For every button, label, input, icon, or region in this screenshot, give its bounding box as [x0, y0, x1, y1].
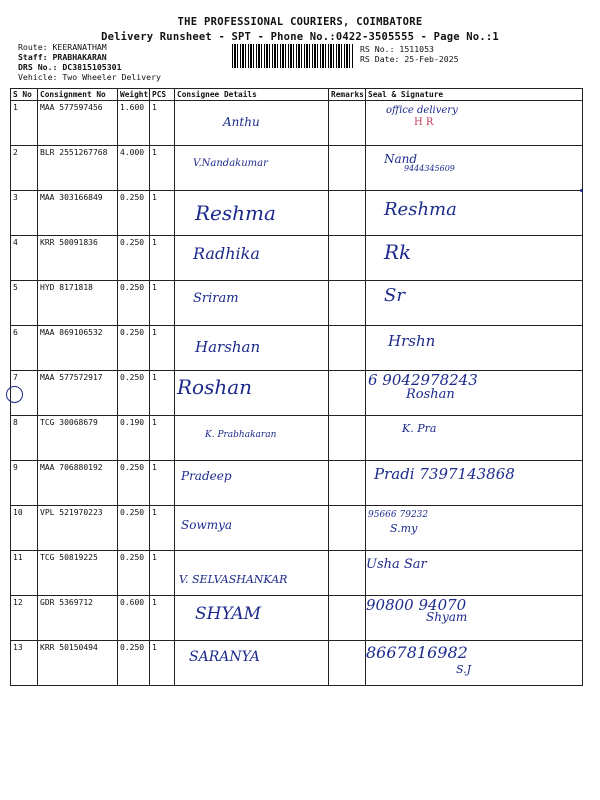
col-sno: S No	[11, 89, 38, 101]
meta-right	[360, 44, 459, 64]
signature-handwriting: office delivery	[386, 105, 458, 116]
weight-cell: 0.250	[118, 461, 150, 506]
sno-cell: 9	[11, 461, 38, 506]
remarks-cell	[329, 191, 366, 236]
signature-handwriting-secondary: 9444345609	[404, 164, 455, 173]
consignee-cell	[175, 326, 329, 371]
consignment-cell: TCG 50819225	[38, 551, 118, 596]
signature-cell	[366, 281, 583, 326]
consignment-cell: MAA 577572917	[38, 371, 118, 416]
signature-cell	[366, 146, 583, 191]
company-title: THE PROFESSIONAL COURIERS, COIMBATORE	[177, 16, 423, 28]
table-row	[11, 416, 583, 461]
sno-cell: 2	[11, 146, 38, 191]
sno-cell: 3	[11, 191, 38, 236]
table-row	[11, 326, 583, 371]
col-weight: Weight	[118, 89, 150, 101]
consignee-cell	[175, 641, 329, 686]
signature-cell	[366, 506, 583, 551]
signature-handwriting: Hrshn	[388, 332, 436, 350]
sno-cell: 1	[11, 101, 38, 146]
table-row	[11, 506, 583, 551]
signature-handwriting: 95666 79232	[368, 510, 429, 520]
consignee-handwriting: K. Prabhakaran	[205, 430, 277, 440]
consignee-cell	[175, 191, 329, 236]
signature-handwriting-secondary: Shyam	[426, 610, 468, 624]
staff-text: Staff: PRABHAKARAN	[18, 52, 107, 62]
rs-no-text: RS No.: 1511053	[360, 44, 434, 54]
consignee-handwriting: SHYAM	[195, 604, 262, 624]
signature-handwriting: Reshma	[384, 199, 457, 220]
pcs-cell: 1	[150, 551, 175, 596]
sno-cell: 5	[11, 281, 38, 326]
sno-cell: 12	[11, 596, 38, 641]
consignment-cell: KRR 50091836	[38, 236, 118, 281]
col-consignment: Consignment No	[38, 89, 118, 101]
table-row	[11, 371, 583, 416]
sno-cell: 10	[11, 506, 38, 551]
barcode	[232, 44, 354, 68]
signature-handwriting: K. Pra	[402, 422, 437, 435]
consignee-handwriting: SARANYA	[189, 649, 260, 665]
pcs-cell: 1	[150, 191, 175, 236]
signature-cell	[366, 551, 583, 596]
signature-cell	[366, 191, 583, 236]
table-row	[11, 236, 583, 281]
runsheet-table	[10, 88, 583, 686]
consignment-cell: MAA 869106532	[38, 326, 118, 371]
sno-cell: 7	[11, 371, 38, 416]
sno-cell: 13	[11, 641, 38, 686]
rs-date-text: RS Date: 25-Feb-2025	[360, 54, 459, 64]
signature-handwriting-secondary: S.J	[456, 663, 472, 676]
signature-handwriting-secondary: H R	[414, 117, 434, 128]
remarks-cell	[329, 596, 366, 641]
pcs-cell: 1	[150, 506, 175, 551]
signature-handwriting: Pradi 7397143868	[374, 465, 515, 483]
remarks-cell	[329, 281, 366, 326]
weight-cell: 0.250	[118, 326, 150, 371]
consignee-cell	[175, 461, 329, 506]
consignee-handwriting: V. SELVASHANKAR	[179, 573, 288, 586]
table-row	[11, 101, 583, 146]
handwritten-circle-mark	[6, 386, 23, 403]
signature-handwriting: 8667816982	[366, 643, 468, 662]
remarks-cell	[329, 506, 366, 551]
consignment-cell: KRR 50150494	[38, 641, 118, 686]
consignee-handwriting: Sowmya	[181, 518, 233, 532]
col-consignee: Consignee Details	[175, 89, 329, 101]
signature-handwriting-secondary: S.my	[390, 522, 418, 535]
pcs-cell: 1	[150, 416, 175, 461]
col-remarks: Remarks	[329, 89, 366, 101]
consignee-handwriting: Radhika	[193, 244, 260, 263]
consignee-cell	[175, 146, 329, 191]
sno-cell: 6	[11, 326, 38, 371]
consignment-cell: MAA 577597456	[38, 101, 118, 146]
remarks-cell	[329, 461, 366, 506]
consignee-cell	[175, 596, 329, 641]
pcs-cell: 1	[150, 236, 175, 281]
table-header-row	[11, 89, 583, 101]
weight-cell: 0.250	[118, 551, 150, 596]
sno-cell: 4	[11, 236, 38, 281]
table-row	[11, 146, 583, 191]
sno-cell: 8	[11, 416, 38, 461]
weight-cell: 0.190	[118, 416, 150, 461]
weight-cell: 0.250	[118, 506, 150, 551]
signature-handwriting: Usha Sar	[366, 557, 427, 572]
consignee-handwriting: Anthu	[223, 115, 260, 129]
consignee-handwriting: Sriram	[193, 291, 239, 306]
weight-cell: 0.250	[118, 641, 150, 686]
runsheet-subtitle: Delivery Runsheet - SPT - Phone No.:0422-3505555 - Page No.:1	[101, 31, 499, 43]
remarks-cell	[329, 641, 366, 686]
table-row	[11, 551, 583, 596]
weight-cell: 0.250	[118, 281, 150, 326]
consignment-cell: VPL 521970223	[38, 506, 118, 551]
remarks-cell	[329, 551, 366, 596]
consignee-handwriting: Pradeep	[181, 469, 232, 483]
weight-cell: 0.250	[118, 371, 150, 416]
sno-cell: 11	[11, 551, 38, 596]
table-row	[11, 191, 583, 236]
remarks-cell	[329, 371, 366, 416]
weight-cell: 0.250	[118, 191, 150, 236]
weight-cell: 0.250	[118, 236, 150, 281]
consignment-cell: TCG 30068679	[38, 416, 118, 461]
consignee-cell	[175, 101, 329, 146]
remarks-cell	[329, 146, 366, 191]
weight-cell: 0.600	[118, 596, 150, 641]
weight-cell: 1.600	[118, 101, 150, 146]
pcs-cell: 1	[150, 596, 175, 641]
signature-handwriting: 6 9042978243	[368, 371, 478, 389]
signature-handwriting-secondary: Roshan	[406, 387, 455, 402]
consignment-cell: BLR 2551267768	[38, 146, 118, 191]
meta-left	[18, 42, 161, 82]
consignee-cell	[175, 281, 329, 326]
col-pcs: PCS	[150, 89, 175, 101]
pcs-cell: 1	[150, 326, 175, 371]
pcs-cell: 1	[150, 146, 175, 191]
consignee-cell	[175, 236, 329, 281]
remarks-cell	[329, 416, 366, 461]
remarks-cell	[329, 326, 366, 371]
signature-handwriting: Nand	[384, 152, 418, 166]
signature-cell	[366, 596, 583, 641]
remarks-cell	[329, 101, 366, 146]
signature-handwriting: Rk	[384, 240, 412, 264]
consignee-handwriting: Reshma	[195, 201, 276, 225]
table-row	[11, 596, 583, 641]
signature-cell	[366, 641, 583, 686]
remarks-cell	[329, 236, 366, 281]
consignee-handwriting: Harshan	[195, 338, 261, 356]
pcs-cell: 1	[150, 281, 175, 326]
signature-handwriting: 90800 94070	[366, 596, 467, 614]
signature-cell	[366, 416, 583, 461]
pcs-cell: 1	[150, 371, 175, 416]
consignment-cell: MAA 303166849	[38, 191, 118, 236]
signature-handwriting: Sr	[384, 285, 405, 306]
consignee-cell	[175, 551, 329, 596]
pcs-cell: 1	[150, 461, 175, 506]
table-row	[11, 641, 583, 686]
vehicle-text: Vehicle: Two Wheeler Delivery	[18, 72, 161, 82]
signature-cell	[366, 371, 583, 416]
consignee-handwriting: Roshan	[177, 375, 253, 399]
drs-text: DRS No.: DC3815105301	[18, 62, 122, 72]
consignment-cell: HYD 8171818	[38, 281, 118, 326]
signature-cell	[366, 326, 583, 371]
col-signature: Seal & Signature	[366, 89, 583, 101]
consignee-cell	[175, 371, 329, 416]
signature-cell	[366, 236, 583, 281]
consignee-cell	[175, 506, 329, 551]
pcs-cell: 1	[150, 641, 175, 686]
table-row	[11, 461, 583, 506]
consignment-cell: GDR 5369712	[38, 596, 118, 641]
consignment-cell: MAA 706880192	[38, 461, 118, 506]
consignee-handwriting: V.Nandakumar	[193, 158, 268, 169]
signature-cell	[366, 461, 583, 506]
consignee-cell	[175, 416, 329, 461]
pcs-cell: 1	[150, 101, 175, 146]
table-row	[11, 281, 583, 326]
signature-cell	[366, 101, 583, 146]
ink-dot	[580, 189, 583, 192]
weight-cell: 4.000	[118, 146, 150, 191]
route-text: Route: KEERANATHAM	[18, 42, 107, 52]
